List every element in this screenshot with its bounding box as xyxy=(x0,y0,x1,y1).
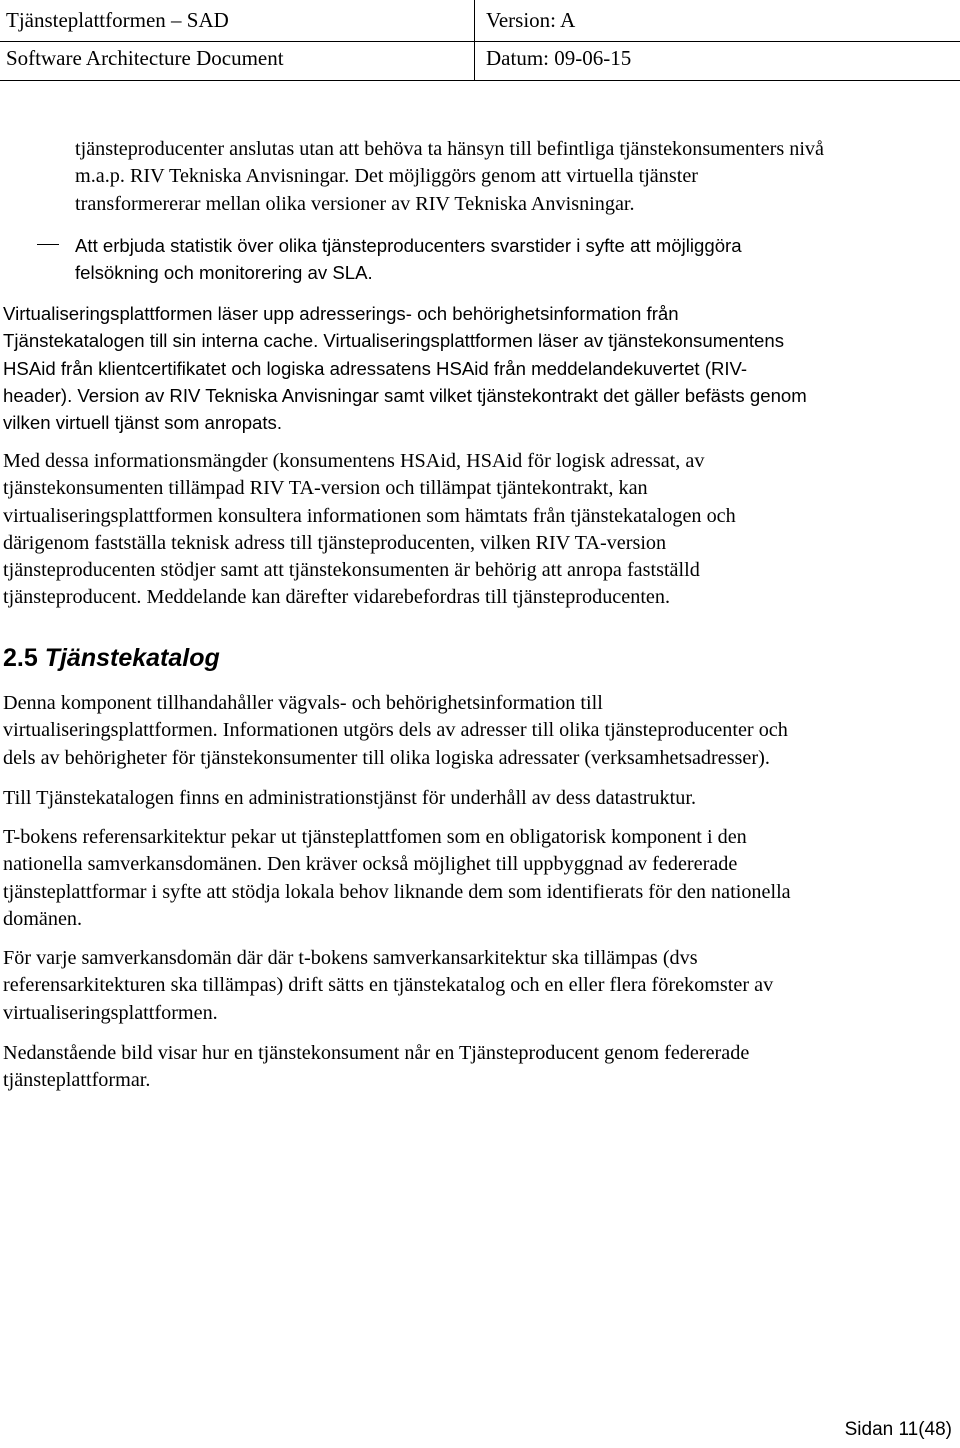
paragraph-admin-service xyxy=(3,785,953,812)
page-number: Sidan 11(48) xyxy=(844,1419,952,1440)
paragraph-reference-architecture xyxy=(3,824,953,933)
paragraph-virtualization xyxy=(3,300,953,436)
text-line: header). Version av RIV Tekniska Anvisningar samt vilket tjänstekontrakt det gäller befästs genom xyxy=(3,384,807,406)
text-line: nationella samverkansdomänen. Den kräver också möjlighet till uppbyggnad av federerade xyxy=(3,853,738,876)
text-line: tjänsteproducenten stödjer samt att tjänstekonsumenten är behörig att anropa fastställd xyxy=(3,559,700,582)
continued-bullet-text xyxy=(75,136,960,218)
text-line: referensarkitekturen ska tillämpas) drift sätts en tjänstekatalog och en eller flera förekomster av xyxy=(3,974,774,997)
text-line: därigenom fastställa teknisk adress till tjänsteproducenten, vilken RIV TA-version xyxy=(3,531,667,554)
text-line: tjänsteproducent. Meddelande kan därefter vidarebefordras till tjänsteproducenten. xyxy=(3,586,671,609)
section-heading xyxy=(3,644,220,673)
text-line: virtualiseringsplattformen konsultera informationen som hämtats från tjänstekatalogen och xyxy=(3,504,736,527)
header-version: Version: A xyxy=(486,8,576,32)
text-line: Med dessa informationsmängder (konsumentens HSAid, HSAid för logisk adressat, av xyxy=(3,450,705,472)
paragraph-figure-intro xyxy=(3,1040,953,1095)
text-line: Nedanstående bild visar hur en tjänstekonsument når en Tjänsteproducent genom federerade xyxy=(3,1042,750,1064)
text-line: Virtualiseringsplattformen läser upp adresserings- och behörighetsinformation från xyxy=(3,303,679,324)
section-number: 2.5 xyxy=(3,644,38,672)
text-line: tjänsteproducenter anslutas utan att behöva ta hänsyn till befintliga tjänstekonsumenters nivå xyxy=(75,138,824,160)
header-column-divider xyxy=(474,0,475,80)
header-project-title: Tjänsteplattformen – SAD xyxy=(6,8,229,32)
header-date: Datum: 09-06-15 xyxy=(486,46,632,70)
document-header xyxy=(0,0,960,81)
text-line: Att erbjuda statistik över olika tjänsteproducenters svarstider i syfte att möjliggöra xyxy=(75,235,742,256)
text-line: Till Tjänstekatalogen finns en administrationstjänst för underhåll av dess datastruktur. xyxy=(3,787,696,809)
text-line: virtualiseringsplattformen. Informationen utgörs dels av adresser till olika tjänsteproducenter och xyxy=(3,719,788,742)
text-line: tjänsteplattformar i syfte att stödja lokala behov liknande dem som identifierats för den nationella xyxy=(3,880,791,903)
header-document-type: Software Architecture Document xyxy=(6,46,284,70)
section-title: Tjänstekatalog xyxy=(44,644,220,672)
dash-bullet-icon xyxy=(37,244,59,245)
bullet-item-statistics xyxy=(75,232,960,287)
text-line: transformererar mellan olika versioner av RIV Tekniska Anvisningar. xyxy=(75,192,635,215)
text-line: Denna komponent tillhandahåller vägvals- och behörighetsinformation till xyxy=(3,692,603,714)
text-line: domänen. xyxy=(3,907,83,930)
text-line: tjänsteplattformar. xyxy=(3,1069,151,1092)
paragraph-collaboration-domain xyxy=(3,945,953,1027)
text-line: dels av behörigheter för tjänstekonsumenter till olika logiska adressater (verksamhetsadresser). xyxy=(3,746,770,769)
paragraph-information-sets xyxy=(3,448,953,612)
text-line: Tjänstekatalogen till sin interna cache. Virtualiseringsplattformen läser av tjänstekonsumentens xyxy=(3,330,785,352)
text-line: felsökning och monitorering av SLA. xyxy=(75,262,373,284)
text-line: HSAid från klientcertifikatet och logiska adressatens HSAid från meddelandekuvertet (RIV- xyxy=(3,357,748,379)
text-line: För varje samverkansdomän där där t-bokens samverkansarkitektur ska tillämpas (dvs xyxy=(3,947,698,969)
paragraph-component-description xyxy=(3,690,953,772)
text-line: m.a.p. RIV Tekniska Anvisningar. Det möjliggörs genom att virtuella tjänster xyxy=(75,165,699,188)
header-row-divider xyxy=(0,41,960,42)
text-line: vilken virtuell tjänst som anropats. xyxy=(3,412,283,434)
text-line: virtualiseringsplattformen. xyxy=(3,1001,218,1024)
text-line: tjänstekonsumenten tillämpad RIV TA-version och tillämpat tjäntekontrakt, kan xyxy=(3,477,648,500)
text-line: T-bokens referensarkitektur pekar ut tjänsteplattfomen som en obligatorisk komponent i den xyxy=(3,826,747,848)
